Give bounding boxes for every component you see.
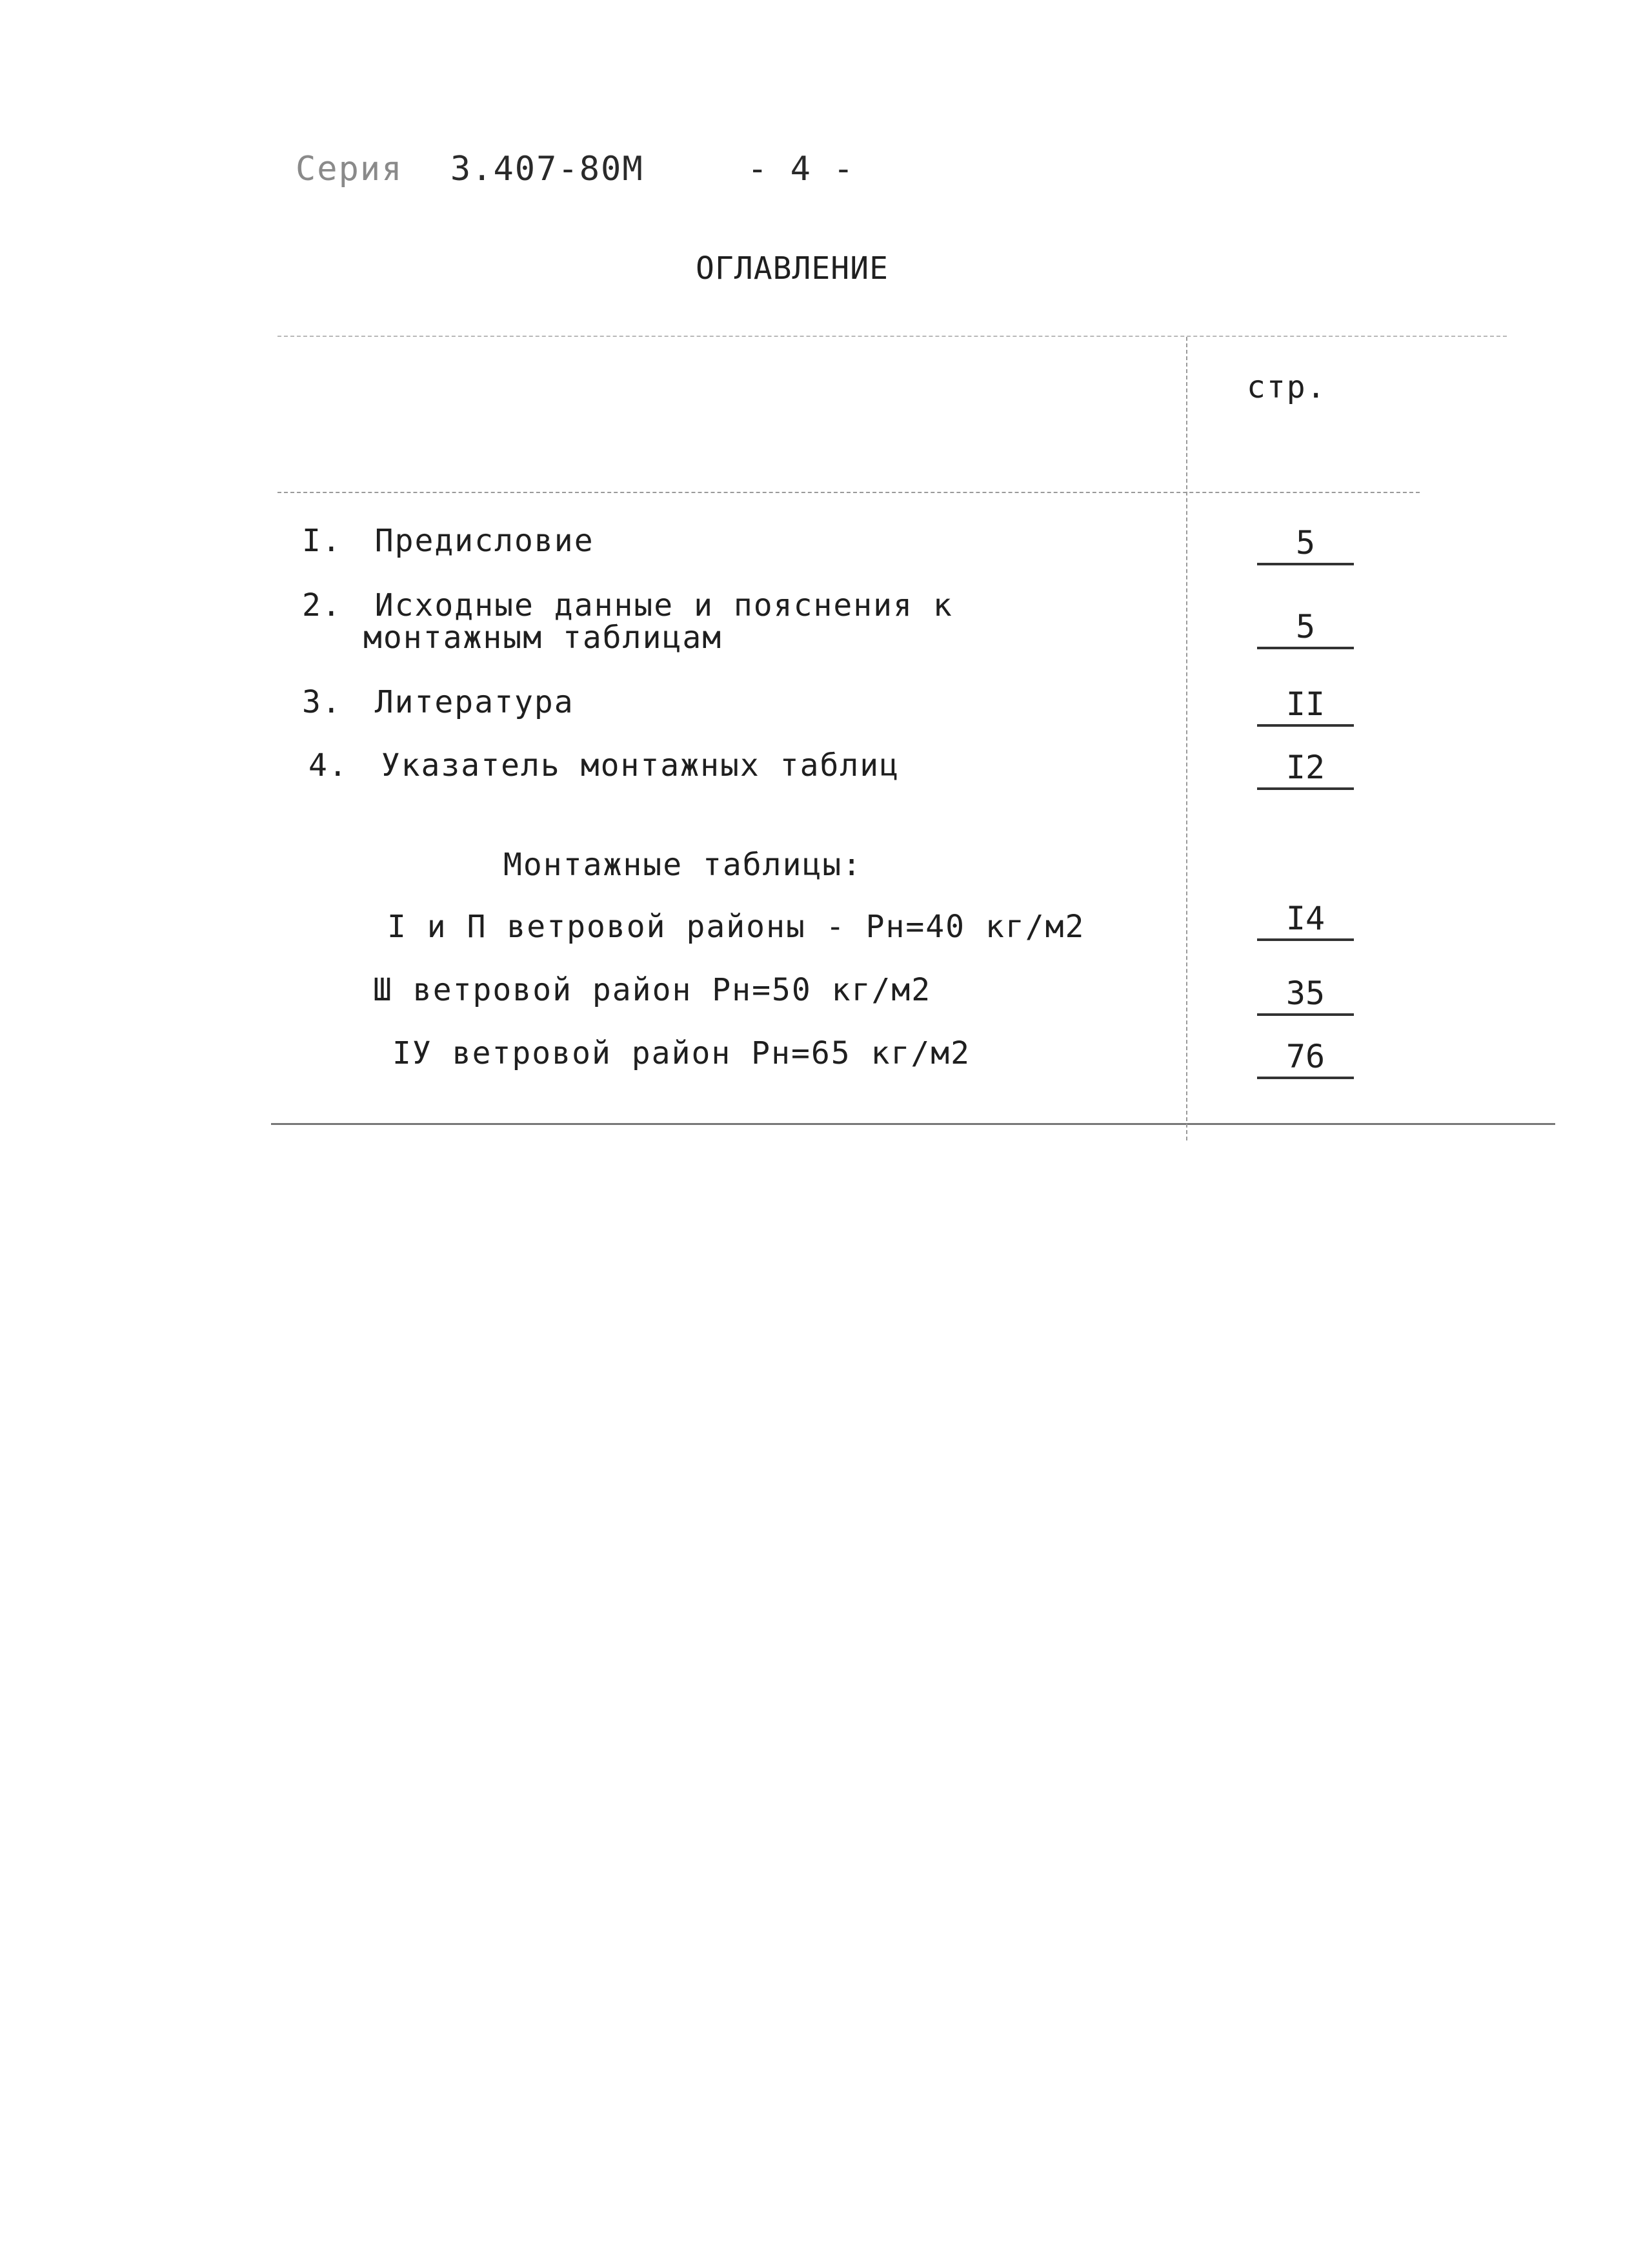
toc-item-text: Указатель монтажных таблиц — [381, 747, 900, 784]
toc-subitem-page: 35 — [1257, 973, 1354, 1016]
toc-item-number: I. — [302, 523, 342, 559]
toc-title: ОГЛАВЛЕНИЕ — [696, 250, 889, 287]
table-header-rule — [277, 492, 1420, 493]
table-column-divider — [1186, 337, 1187, 1140]
toc-item-text: Литература — [374, 684, 574, 720]
toc-item-number: 4. — [308, 747, 348, 784]
toc-item-text: Предисловие — [374, 523, 594, 559]
toc-item-page: I2 — [1257, 747, 1354, 790]
toc-item — [302, 524, 594, 558]
page-column-header: стр. — [1247, 369, 1327, 405]
table-top-rule — [277, 336, 1507, 337]
series-code: 3.407-80М — [450, 150, 644, 188]
toc-item-page: II — [1257, 684, 1354, 727]
toc-item — [302, 685, 574, 719]
toc-subitem-page: 76 — [1257, 1037, 1354, 1079]
toc-subitem: Ш ветровой район Рн=50 кг/м2 — [373, 972, 932, 1008]
toc-subitem: I и П ветровой районы - Рн=40 кг/м2 — [387, 909, 1085, 945]
toc-subitem-page: I4 — [1257, 898, 1354, 941]
series-label: Серия — [296, 150, 403, 188]
toc-item-number: 3. — [302, 684, 342, 720]
toc-item-number: 2. — [302, 587, 342, 623]
toc-item-page: 5 — [1257, 523, 1354, 565]
toc-item — [302, 589, 953, 622]
toc-subitem: IУ ветровой район Рн=65 кг/м2 — [392, 1035, 971, 1071]
table-bottom-rule — [271, 1123, 1555, 1125]
toc-item-text-continued: монтажным таблицам — [363, 620, 723, 656]
toc-item — [308, 749, 900, 782]
toc-item-page: 5 — [1257, 607, 1354, 649]
document-header — [296, 150, 855, 188]
toc-item-text: Исходные данные и пояснения к — [374, 587, 953, 623]
page-number: - 4 - — [747, 150, 855, 188]
subsection-title: Монтажные таблицы: — [503, 847, 863, 883]
